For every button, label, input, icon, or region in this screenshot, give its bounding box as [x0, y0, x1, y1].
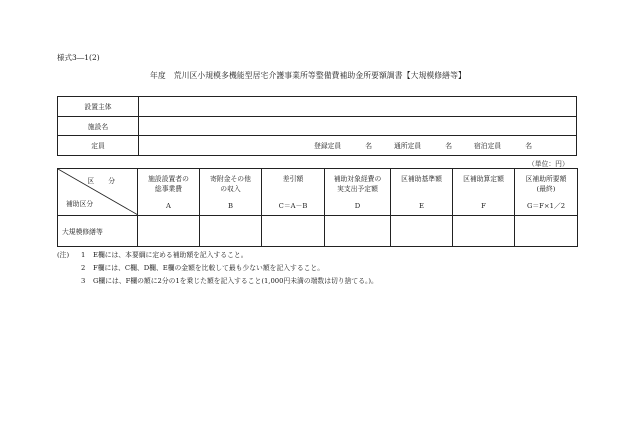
column-b-line2: の収入 — [220, 185, 241, 193]
column-header-b — [200, 169, 262, 216]
notes-section — [57, 249, 378, 288]
form-number: 様式3―1(2) — [57, 53, 100, 62]
notes-prefix: (注) — [57, 251, 70, 259]
column-f-line1: 区補助算定額 — [463, 175, 504, 183]
note-number: 3 — [81, 277, 86, 285]
column-a-letter: A — [166, 202, 171, 210]
info-row-establisher — [58, 97, 577, 117]
column-b-letter: B — [228, 202, 233, 210]
corner-header-cell — [58, 169, 138, 216]
header-row — [58, 169, 578, 216]
column-f-letter: F — [481, 202, 486, 210]
info-row-capacity — [58, 136, 577, 156]
commute-capacity-unit: 名 — [445, 142, 453, 151]
column-e-letter: E — [419, 202, 424, 210]
cell-c[interactable] — [262, 216, 325, 247]
cell-f[interactable] — [453, 216, 515, 247]
column-g-line2: (最終) — [536, 185, 556, 193]
stay-capacity-unit: 名 — [525, 142, 532, 151]
registered-capacity-label: 登録定員 — [314, 142, 342, 151]
note-text: G欄には、F欄の額に2分の1を乗じた額を記入すること(1,000円未満の端数は切り捨てる。)。 — [93, 277, 378, 285]
subsidy-category-label: 補助区分 — [66, 200, 94, 208]
column-d-line2: 実支出予定額 — [337, 185, 378, 193]
column-c-line1: 差引額 — [282, 175, 304, 183]
note-item — [57, 249, 378, 262]
column-header-g — [515, 169, 578, 216]
commute-capacity-label: 通所定員 — [394, 142, 422, 151]
stay-capacity-label: 宿泊定員 — [474, 142, 502, 151]
column-a-line1: 施設設置者の — [148, 175, 189, 183]
capacity-value[interactable] — [139, 136, 577, 156]
note-number: 1 — [81, 251, 86, 259]
column-header-d — [325, 169, 391, 216]
column-d-line1: 補助対象経費の — [333, 175, 382, 183]
column-g-letter: G＝F×1／2 — [526, 202, 566, 210]
subsidy-calculation-table — [57, 168, 578, 247]
note-text: E欄には、本要綱に定める補助額を記入すること。 — [93, 251, 248, 259]
cell-a[interactable] — [138, 216, 200, 247]
column-c-letter: C＝A－B — [278, 202, 308, 210]
unit-note: （単位：円） — [528, 160, 569, 168]
column-g-line1: 区補助所要額 — [525, 175, 567, 183]
note-item — [57, 275, 378, 288]
facility-info-table — [57, 96, 577, 156]
registered-capacity-unit: 名 — [365, 142, 373, 151]
document-title: 年度 荒川区小規模多機能型居宅介護事業所等整備費補助金所要額調書【大規模修繕等】 — [150, 71, 466, 80]
note-item — [57, 262, 378, 275]
column-b-line1: 寄附金その他 — [210, 175, 251, 183]
cell-g[interactable] — [515, 216, 578, 247]
note-number: 2 — [81, 264, 86, 272]
capacity-label: 定員 — [58, 136, 139, 156]
facility-name-label: 施設名 — [58, 116, 139, 136]
column-e-line1: 区補助基準額 — [401, 175, 442, 183]
facility-name-value[interactable] — [139, 116, 577, 136]
column-header-a — [138, 169, 200, 216]
establisher-value[interactable] — [139, 97, 577, 117]
cell-e[interactable] — [391, 216, 453, 247]
column-d-letter: D — [354, 202, 361, 210]
info-row-facility-name — [58, 116, 577, 136]
category-label: 区分 — [87, 177, 129, 185]
column-a-line2: 総事業費 — [154, 185, 183, 193]
cell-b[interactable] — [200, 216, 262, 247]
note-text: F欄には、C欄、D欄、E欄の金額を比較して最も少ない額を記入すること。 — [93, 264, 325, 272]
column-header-c — [262, 169, 325, 216]
table-row — [58, 216, 578, 247]
row-label-major-repair: 大規模修繕等 — [58, 216, 138, 247]
cell-d[interactable] — [325, 216, 391, 247]
column-header-f — [453, 169, 515, 216]
column-header-e — [391, 169, 453, 216]
establisher-label: 設置主体 — [58, 97, 139, 117]
